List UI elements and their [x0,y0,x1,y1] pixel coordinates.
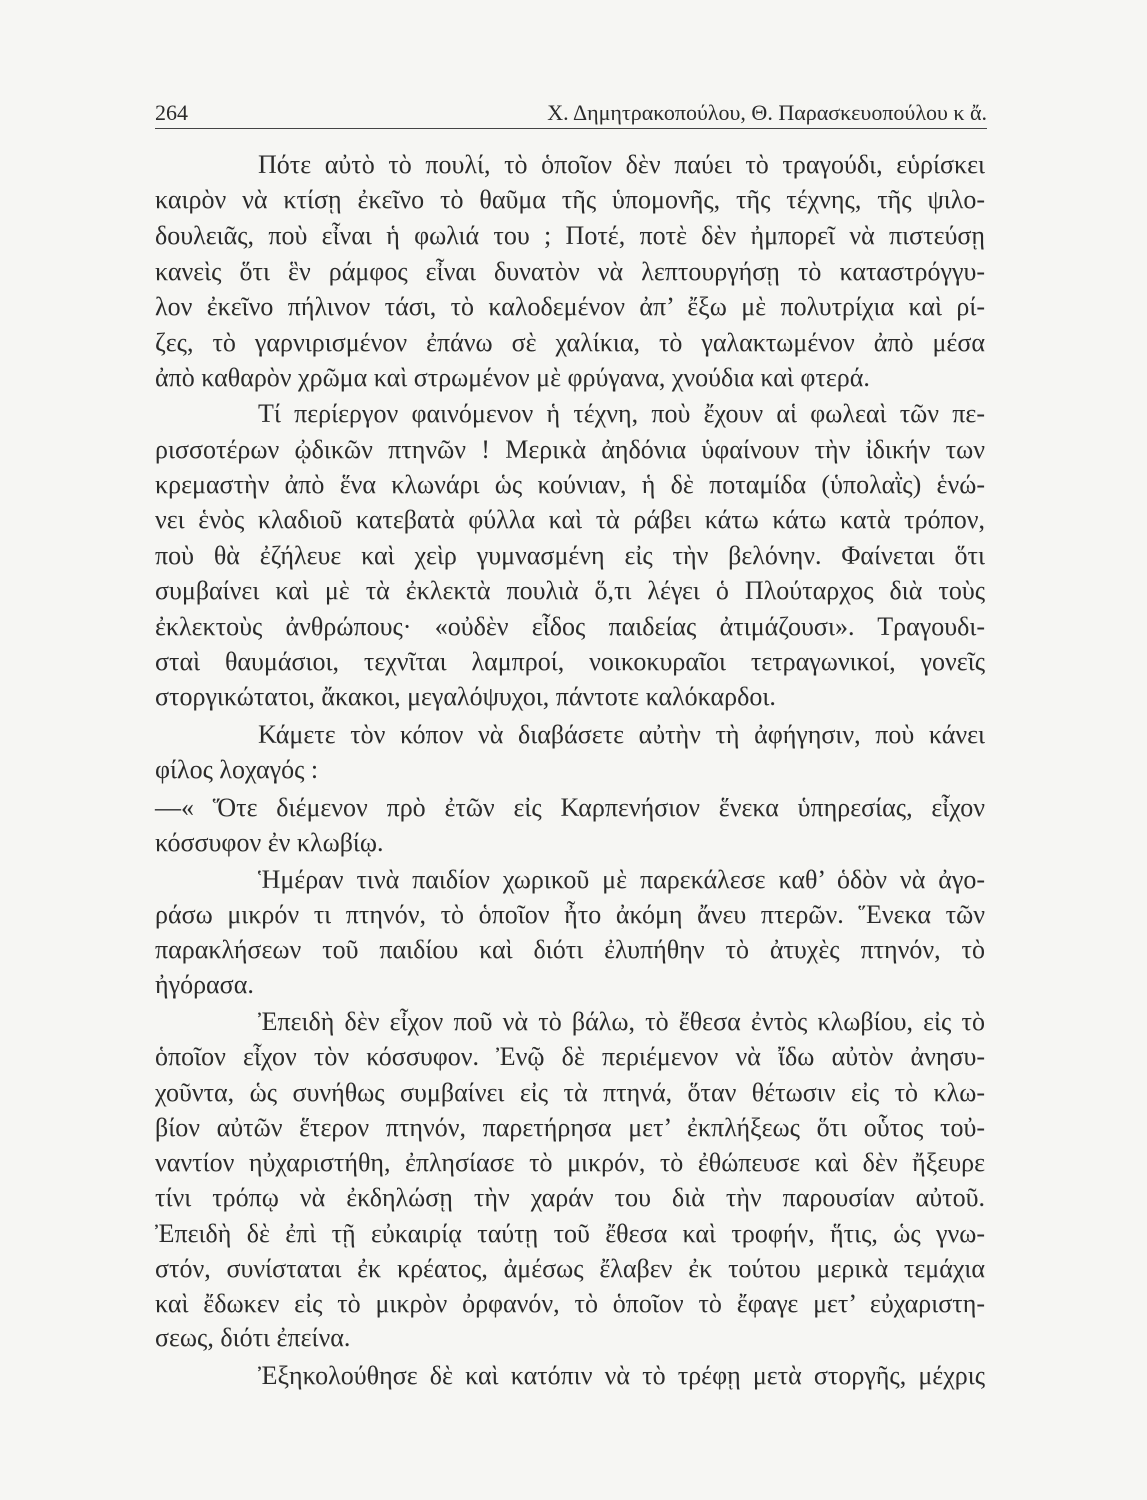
text-line: σεως, διότι ἐπείνα. [155,1323,351,1352]
text-line: χοῦντα, ὡς συνήθως συμβαίνει εἰς τὰ πτηνά, ὅταν θέτωσιν εἰς τὸ κλω- [155,1078,985,1107]
text-line: καὶ ἔδωκεν εἰς τὸ μικρὸν ὀρφανόν, τὸ ὁποῖον τὸ ἔφαγε μετ’ εὐχαριστη- [155,1289,985,1318]
text-line: ἀπὸ καθαρὸν χρῶμα καὶ στρωμένον μὲ φρύγανα, χνούδια καὶ φτερά. [155,363,870,392]
text-line: Πότε αὐτὸ τὸ πουλί, τὸ ὁποῖον δὲν παύει τὸ τραγούδι, εὑρίσκει [258,150,985,179]
text-line: ἠγόρασα. [155,970,254,999]
text-line: Ἐπειδὴ δὲ ἐπὶ τῇ εὐκαιρίᾳ ταύτῃ τοῦ ἔθεσα καὶ τροφήν, ἥτις, ὡς γνω- [155,1219,985,1248]
text-line: κόσσυφον ἐν κλωβίῳ. [155,828,384,857]
text-line: ράσω μικρόν τι πτηνόν, τὸ ὁποῖον ἦτο ἀκόμη ἄνευ πτερῶν. Ἕνεκα τῶν [155,900,985,929]
text-line: κρεμαστὴν ἀπὸ ἕνα κλωνάρι ὡς κούνιαν, ἡ δὲ ποταμίδα (ὑπολαῒς) ἑνώ- [155,470,985,499]
header-rule [155,128,987,129]
running-title: Χ. Δημητρακοπούλου, Θ. Παρασκευοπούλου κ ἄ. [547,100,987,125]
text-line: ἐκλεκτοὺς ἀνθρώπους· «οὐδὲν εἶδος παιδείας ἀτιμάζουσι». Τραγουδι- [155,612,985,641]
text-line: καιρὸν νὰ κτίσῃ ἐκεῖνο τὸ θαῦμα τῆς ὑπομονῆς, τῆς τέχνης, τῆς ψιλο- [155,185,985,214]
text-line: ναντίον ηὐχαριστήθη, ἐπλησίασε τὸ μικρόν, τὸ ἐθώπευσε καὶ δὲν ἤξευρε [155,1148,985,1177]
text-line: Ἡμέραν τινὰ παιδίον χωρικοῦ μὲ παρεκάλεσε καθ’ ὁδὸν νὰ ἀγο- [258,865,985,894]
text-line: Κάμετε τὸν κόπον νὰ διαβάσετε αὐτὴν τὴ ἀφήγησιν, ποὺ κάνει [258,720,985,749]
text-line: ποὺ θὰ ἐζήλευε καὶ χεὶρ γυμνασμένη εἰς τὴν βελόνην. Φαίνεται ὅτι [155,541,985,570]
page-number: 264 [155,100,188,125]
text-line: κανεὶς ὅτι ἓν ράμφος εἶναι δυνατὸν νὰ λεπτουργήσῃ τὸ καταστρόγγυ- [155,257,985,286]
text-line: τίνι τρόπῳ νὰ ἐκδηλώσῃ τὴν χαράν του διὰ τὴν παρουσίαν αὐτοῦ. [155,1183,985,1212]
text-line: βίον αὐτῶν ἕτερον πτηνόν, παρετήρησα μετ’ ἐκπλήξεως ὅτι οὗτος τοὐ- [155,1113,985,1142]
text-line: δουλειᾶς, ποὺ εἶναι ἡ φωλιά του ; Ποτέ, ποτὲ δὲν ἠμπορεῖ νὰ πιστεύσῃ [155,221,985,250]
text-line: —« Ὅτε διέμενον πρὸ ἐτῶν εἰς Καρπενήσιον ἕνεκα ὑπηρεσίας, εἶχον [155,793,985,822]
text-line: φίλος λοχαγός : [155,755,319,784]
text-line: Τί περίεργον φαινόμενον ἡ τέχνη, ποὺ ἔχουν αἱ φωλεαὶ τῶν πε- [258,399,985,428]
text-line: ὁποῖον εἶχον τὸν κόσσυφον. Ἐνῷ δὲ περιέμενον νὰ ἴδω αὐτὸν ἀνησυ- [155,1042,985,1071]
text-line: στόν, συνίσταται ἐκ κρέατος, ἀμέσως ἔλαβεν ἐκ τούτου μερικὰ τεμάχια [155,1254,985,1283]
text-line: Ἐξηκολούθησε δὲ καὶ κατόπιν νὰ τὸ τρέφῃ μετὰ στοργῆς, μέχρις [258,1361,985,1390]
text-line: ρισσοτέρων ᾠδικῶν πτηνῶν ! Μερικὰ ἀηδόνια ὑφαίνουν τὴν ἰδικήν των [155,435,985,464]
text-line: ζες, τὸ γαρνιρισμένον ἐπάνω σὲ χαλίκια, τὸ γαλακτωμένον ἀπὸ μέσα [155,328,985,357]
text-line: Ἐπειδὴ δὲν εἶχον ποῦ νὰ τὸ βάλω, τὸ ἔθεσα ἐντὸς κλωβίου, εἰς τὸ [258,1007,985,1036]
text-line: παρακλήσεων τοῦ παιδίου καὶ διότι ἐλυπήθην τὸ ἀτυχὲς πτηνόν, τὸ [155,935,985,964]
text-line: νει ἑνὸς κλαδιοῦ κατεβατὰ φύλλα καὶ τὰ ράβει κάτω κάτω κατὰ τρόπον, [155,505,985,534]
text-line: σταὶ θαυμάσιοι, τεχνῖται λαμπροί, νοικοκυραῖοι τετραγωνικοί, γονεῖς [155,647,985,676]
text-line: συμβαίνει καὶ μὲ τὰ ἐκλεκτὰ πουλιὰ ὅ,τι λέγει ὁ Πλούταρχος διὰ τοὺς [155,576,985,605]
text-line: λον ἐκεῖνο πήλινον τάσι, τὸ καλοδεμένον ἀπ’ ἔξω μὲ πολυτρίχια καὶ ρί- [155,292,985,321]
text-line: στοργικώτατοι, ἄκακοι, μεγαλόψυχοι, πάντοτε καλόκαρδοι. [155,682,776,711]
